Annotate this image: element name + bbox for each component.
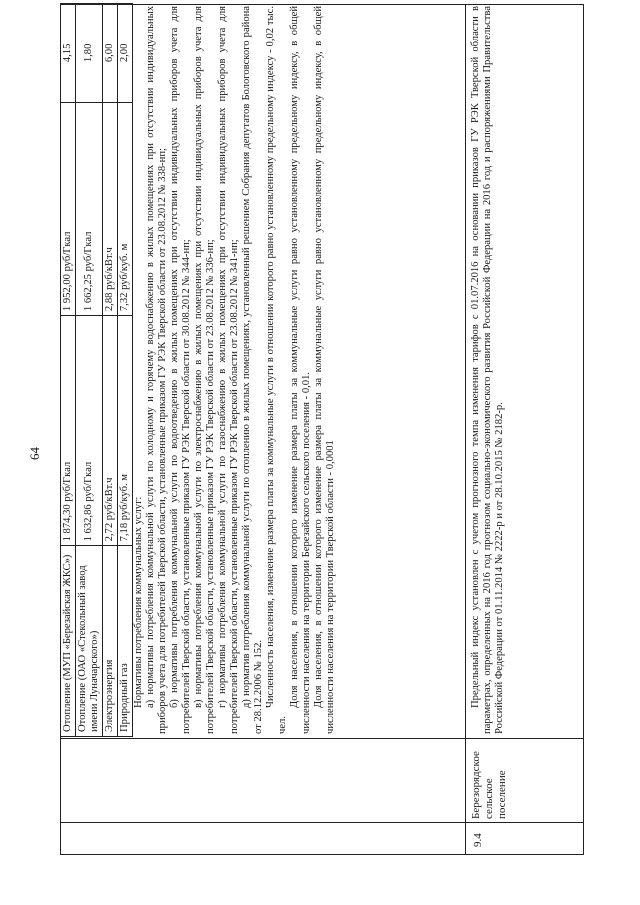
lower-cell-content [470,3,506,737]
norm-item-v: в) нормативы потребления коммунальной услуги по электроснабжению в жилых помещениях при отсутствии индивидуальных приборов учета для потребителей Тверской области, установленные приказом ГУ РЭК Тверской области от 23.08.2012 № 336-нп; [193,6,216,734]
tariff-name: Отопление (ОАО «Стекольный завод имени Луначарского») [76,546,103,737]
table-bottom-border [583,5,584,855]
norm-item-d: д) норматив потребления коммунальной услуги по отоплению в жилых помещениях, установленный решением Собрания депутатов Бологовского района от 28.12.2006 № 152. [241,6,264,734]
page-number: 64 [27,447,42,460]
norm-item-a: а) нормативы потребления коммунальной услуги по холодному и горячему водоснабжению в жилых помещениях при отсутствии индивидуальных приборов учета для потребителей Тверской области, установленные приказом ГУ РЭК Тверской области от 23.08.2012 № 338-нп; [145,6,168,734]
settlement-name: Березорядское сельское поселение [470,751,508,819]
table-row [103,4,118,737]
tariff-value-before: 1 632,86 руб/Гкал [76,316,103,546]
tariff-value-before: 7,18 руб/куб. м [118,316,133,546]
norm-item-b: б) нормативы потребления коммунальной услуги по водоотведению в жилых помещениях при отсутствии индивидуальных приборов учета для потребителей Тверской области, установленные приказом ГУ РЭК Тверской области от 30.08.2012 № 344-нп; [169,6,192,734]
tariff-value-after: 1 662,25 руб/Гкал [76,102,103,315]
row-divider [465,5,466,855]
upper-cell-content [60,3,337,737]
table-row [118,4,133,737]
tariff-name: Электроэнергия [103,546,118,737]
tariff-value-before: 2,72 руб/кВт.ч [103,316,118,546]
tariff-growth: 1,80 [76,4,103,103]
tariff-value-after: 7,32 руб/куб. м [118,102,133,315]
tariff-growth: 2,00 [118,4,133,103]
tariff-value-before: 1 874,30 руб/Гкал [61,316,76,546]
column-divider-number [60,822,584,823]
tariff-value-after: 2,88 руб/кВт.ч [103,102,118,315]
tariff-name: Отопление (МУП «Березайская ЖКС») [61,546,76,737]
table-row [61,4,76,737]
index-paragraph: Предельный индекс установлен с учетом прогнозного темпа изменения тарифов с 01.07.2016 на основании приказов ГУ РЭК Тверской области в параметрах, определенных на 2016 год прогнозом социально-экономического развития Российской Федерации на 2016 год и распоряжениями Правительства Российской Федерации от 01.11.2014 № 2222-р и от 28.10.2015 № 2182-р. [470,6,505,734]
share-paragraph-region: Доля населения, в отношении которого изменение размера платы за коммунальные услуги равно установленному предельному индексу, в общей численности населения на территории Тверской области - 0,0001 [313,6,336,734]
row-number: 9.4 [472,833,484,847]
norms-heading: Нормативы потребления коммунальных услуг: [133,496,144,708]
norm-item-g: г) нормативы потребления коммунальной услуги по газоснабжению в жилых помещениях при отсутствии индивидуальных приборов учета для потребителей Тверской области, установленные приказом ГУ РЭК Тверской области от 23.08.2012 № 341-нп; [217,6,240,734]
tariff-growth: 6,00 [103,4,118,103]
table-left-border [60,854,584,855]
tariff-table [60,3,133,737]
tariff-growth: 4,15 [61,4,76,103]
tariff-value-after: 1 952,00 руб/Гкал [61,102,76,315]
share-paragraph-local: Доля населения, в отношении которого изменение размера платы за коммунальные услуги равно установленному предельному индексу, в общей численности населения на территории Березайского сельского поселения - 0,01. [289,6,312,734]
tariff-name: Природный газ [118,546,133,737]
table-row [76,4,103,737]
population-paragraph: Численность населения, изменение размера платы за коммунальные услуги в отношении которого равно установленному предельному индексу - 0,02 тыс. чел. [265,6,288,734]
